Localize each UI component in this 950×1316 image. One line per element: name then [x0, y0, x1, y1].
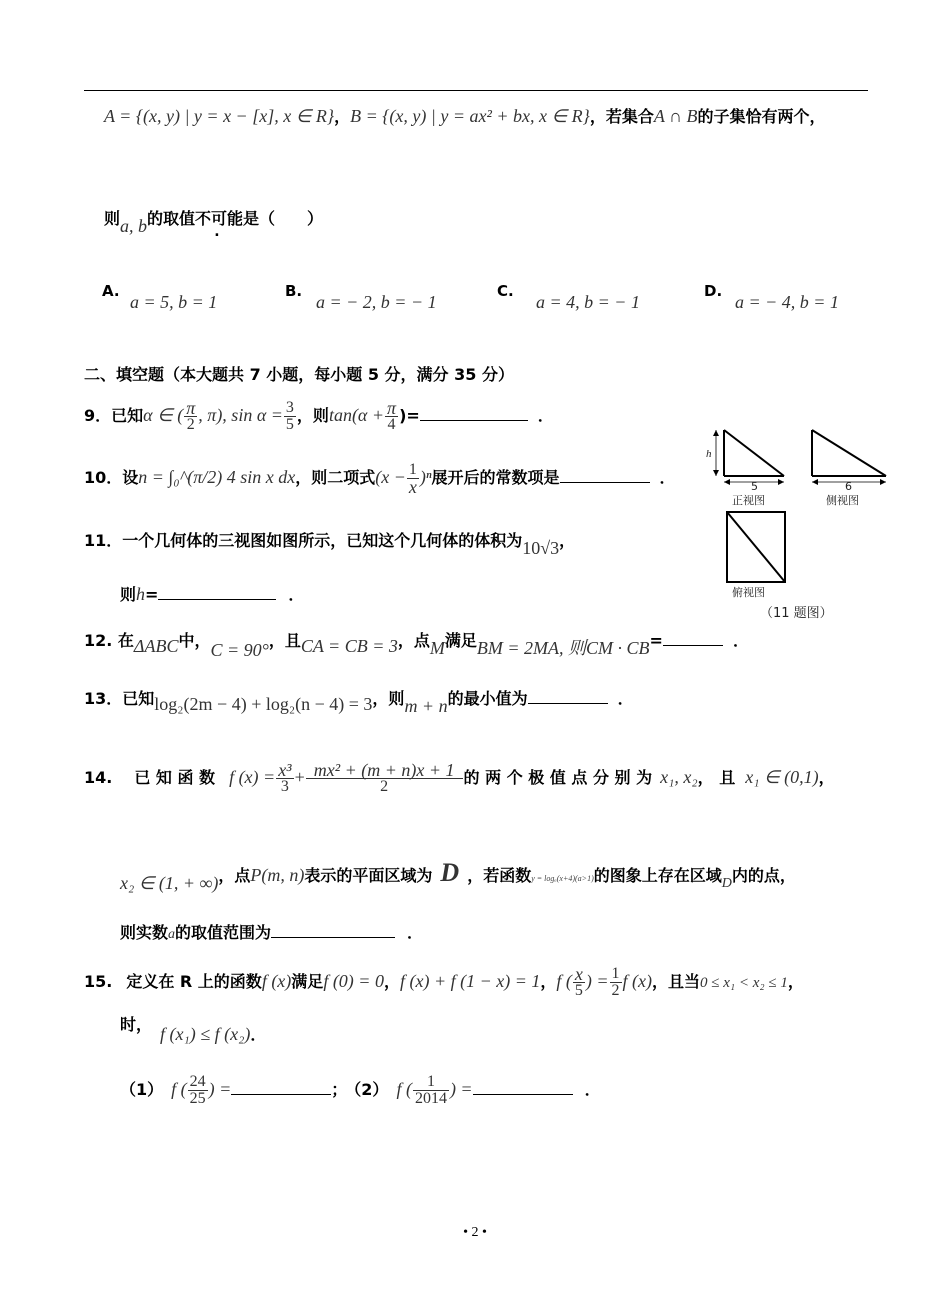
q10-line: 10．设n = ∫₀^(π/2) 4 sin x dx，则二项式(x − $\frac{1}{x}$ )ⁿ展开后的常数项是 ．: [84, 461, 676, 497]
integral-expr: n = ∫₀^(π/2) 4 sin x dx: [138, 467, 296, 487]
q13-line: 13．已知log₂(2m − 4) + log₂(n − 4) = 3，则m + n的最小值为 ．: [84, 689, 634, 716]
option-a-value: a = 5, b = 1: [130, 292, 218, 312]
fraction-1-2014: $\frac{1}{2014}$: [414, 1073, 447, 1107]
three-view-figure: [700, 420, 910, 630]
fraction-poly-2: $\frac{\text{mx² + (m + n)x + 1}}{2}$: [306, 762, 463, 795]
option-a-letter: A.: [102, 282, 120, 300]
section-heading: 二、填空题（本大题共 7 小题，每小题 5 分，满分 35 分）: [84, 365, 514, 384]
figure-caption: （11 题图）: [760, 606, 833, 621]
q9-answer-blank[interactable]: [420, 404, 528, 421]
front-view: [706, 430, 784, 507]
top-rule: [84, 90, 868, 91]
q11-line1: 11．一个几何体的三视图如图所示，已知这个几何体的体积为10√3，: [84, 531, 576, 558]
option-d-letter: D.: [704, 282, 723, 300]
vector-condition: BM = 2MA, 则CM · CB: [476, 638, 650, 658]
top-view-label: 俯视图: [732, 586, 765, 599]
h-label: h: [706, 448, 712, 460]
q13-answer-blank[interactable]: [528, 687, 608, 704]
fraction-1-2: $\frac{1}{2}$: [611, 965, 620, 999]
log-expression: log₂(2m − 4) + log₂(n − 4) = 3: [154, 694, 373, 714]
q15-line2: 时，: [120, 1015, 153, 1034]
q11-answer-blank[interactable]: [158, 583, 276, 600]
q15-line1: 15. 定义在 R 上的函数f (x)满足f (0) = 0，f (x) + f (1 − x) = 1，f ( $\frac{x}{5}$ ) = $\frac{1}{2}$ f (x)，且当0 ≤ x₁ < x₂ ≤ 1，: [84, 964, 804, 999]
q11-line2: 则h= ．: [120, 584, 305, 604]
option-b-letter: B.: [285, 282, 303, 300]
log-function: y = logₐ(x+4)(a>1): [531, 874, 594, 883]
front-width-label: 5: [751, 480, 758, 493]
fraction-1-x: $\frac{1}{x}$: [408, 461, 417, 497]
fraction-pi-4: $\frac{\pi}{4}$: [387, 398, 397, 433]
q14-line2: x₂ ∈ (1, + ∞)，点P(m, n)表示的平面区域为 D ，若函数y = logₐ(x+4)(a>1)的图象上存在区域D内的点，: [120, 858, 796, 893]
option-d-value: a = − 4, b = 1: [735, 292, 839, 312]
q8-line2: 则a, b的取值不可能是（ ）: [104, 209, 324, 236]
fraction-3-5: $\frac{3}{5}$: [285, 399, 294, 433]
front-view-label: 正视图: [732, 494, 765, 507]
option-c-letter: C.: [497, 282, 514, 300]
option-b-value: a = − 2, b = − 1: [316, 292, 437, 312]
q9-line: 9．已知α ∈ ( $\frac{\pi}{2}$ , π), sin α = $\frac{3}{5}$ ，则tan(α + $\frac{\pi}{4}$ )= ．: [84, 398, 554, 433]
fraction-x-5: $\frac{x}{5}$: [574, 964, 583, 999]
fraction-24-25: $\frac{24}{25}$: [189, 1073, 206, 1107]
q12-answer-blank[interactable]: [663, 629, 723, 646]
volume-value: 10√3: [522, 538, 560, 558]
q15-line3: （1） f ( $\frac{24}{25}$ ) = ； （2） f ( $\frac{1}{2014}$ ) = ．: [120, 1073, 601, 1107]
option-c-value: a = 4, b = − 1: [536, 292, 640, 312]
q15-part2-blank[interactable]: [473, 1078, 573, 1095]
q14-answer-blank[interactable]: [271, 921, 395, 938]
fraction-pi-2: $\frac{\pi}{2}$: [186, 398, 196, 433]
q10-answer-blank[interactable]: [560, 466, 650, 483]
emphasis-not-possible: 不可能: [195, 209, 244, 228]
q15-part1-blank[interactable]: [231, 1078, 331, 1095]
q8-line1: A = {(x, y) | y = x − [x], x ∈ R}，B = {(x, y) | y = ax² + bx, x ∈ R}，若集合A ∩ B的子集恰有两个，: [104, 106, 826, 126]
q12-line: 12. 在ΔABC中，C = 90°，且CA = CB = 3，点M满足BM = 2MA, 则CM · CB= ．: [84, 631, 749, 660]
side-width-label: 6: [845, 480, 852, 493]
intersection: A ∩ B: [653, 106, 698, 126]
q14-line3: 则实数a的取值范围为 ．: [120, 923, 424, 942]
side-view-label: 侧视图: [826, 494, 859, 507]
set-b: B = {(x, y) | y = ax² + bx, x ∈ R}: [350, 106, 590, 126]
fraction-x3-3: $\frac{\text{x³}}{3}$: [278, 760, 292, 795]
side-view: [812, 430, 886, 507]
page-number: • 2 •: [463, 1225, 487, 1240]
set-a: A = {(x, y) | y = x − [x], x ∈ R}: [104, 106, 335, 126]
q14-line1: 14. 已 知 函 数 f (x) = $\frac{\text{x³}}{3}$ + $\frac{\text{mx² + (m + n)x + 1}}{2}$ 的 两 个 极 值 点 分 别 为 x₁, x₂， 且 x₁ ∈ (0,1)，: [84, 760, 835, 795]
q15-line2-expr: f (x₁) ≤ f (x₂)．: [160, 1024, 267, 1044]
top-view: [727, 512, 785, 599]
region-d: D: [440, 858, 460, 887]
